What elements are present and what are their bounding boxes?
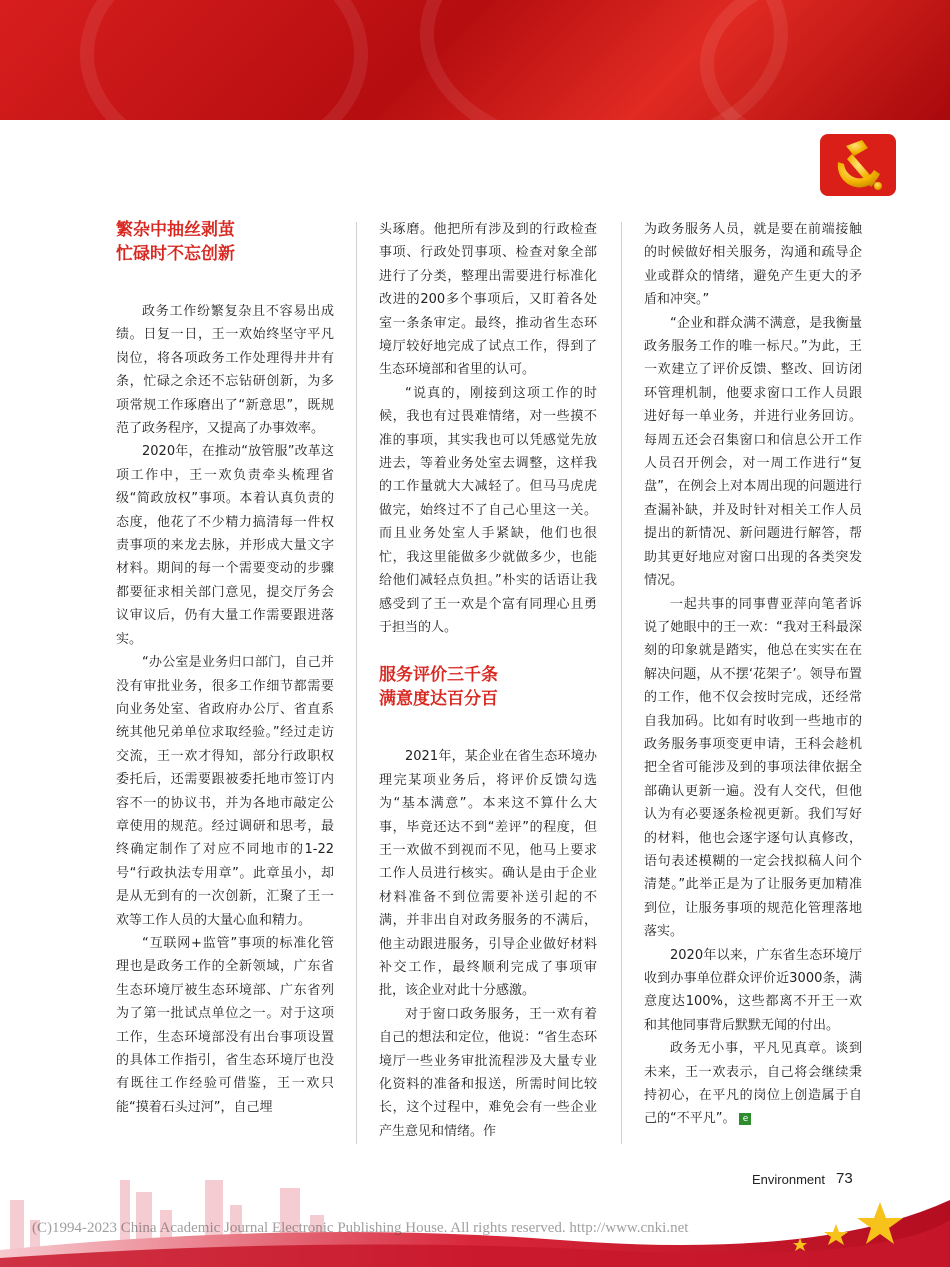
- paragraph: “企业和群众满不满意，是我衡量政务服务工作的唯一标尺。”为此，王一欢建立了评价反馈、整改、回访闭环管理机制，他要求窗口工作人员跟进好每一单业务，并进行业务回访。每周五还会召集窗口和信息公开工作人员召开例会，对一周工作进行“复盘”，在例会上对本周出现的问题进行查漏补缺，并及时针对相关工作人员提出的新情况、新问题进行解答，帮助其更好地应对窗口出现的各类突发情况。: [644, 315, 862, 589]
- page-number: 73: [836, 1170, 853, 1187]
- article-column-2: [379, 218, 597, 1143]
- heading-line: 繁杂中抽丝剥茧: [116, 220, 235, 240]
- heading-line: 服务评价三千条: [379, 665, 498, 686]
- paragraph: 2020年，在推动“放管服”改革这项工作中，王一欢负责牵头梳理省级“简政放权”事项。本着认真负责的态度，他花了不少精力搞清每一件权责事项的来龙去脉，并形成大量文字材料。期间的每一个需要变动的步骤都要征求相关部门意见，提交厅务会议审议后，仍有大量工作需要跟进落实。: [116, 444, 334, 647]
- paragraph: “说真的，刚接到这项工作的时候，我也有过畏难情绪，对一些摸不准的事项，其实我也可以凭感觉先放进去，等着业务处室去调整，这样我的工作量就大大减轻了。但马马虎虎做完，始终过不了自己心里这一关。而且业务处室人手紧缺，他们也很忙，我这里能做多少就做多少，也能给他们减轻点负担。”朴实的话语让我感受到了王一欢是个富有同理心且勇于担当的人。: [379, 385, 597, 635]
- paragraph: “办公室是业务归口部门，自己并没有审批业务，很多工作细节都需要向业务处室、省政府办公厅、省直系统其他兄弟单位求取经验。”经过走访交流，王一欢才得知，部分行政职权委托后，还需要跟被委托地市签订内容不一的协议书，并为各地市敲定公章使用的规范。经过调研和思考，最终确定制作了对应不同地市的1-22号“行政执法专用章”。此章虽小，却是从无到有的一次创新，汇聚了王一欢等工作人员的大量心血和精力。: [116, 655, 334, 928]
- magazine-name: Environment: [752, 1172, 825, 1187]
- paragraph: 对于窗口政务服务，王一欢有着自己的想法和定位，他说：“省生态环境厅一些业务审批流程涉及大量专业化资料的准备和报送，所需时间比较长，这个过程中，难免会有一些企业产生意见和情绪。作: [379, 1006, 597, 1139]
- article-column-1: [116, 218, 334, 1119]
- paragraph: 一起共事的同事曹亚萍向笔者诉说了她眼中的王一欢：“我对王科最深刻的印象就是踏实，他总在实实在在解决问题，从不摆‘花架子’。领导布置的工作，他不仅会按时完成，还经常自我加码。比如有时收到一些地市的政务服务事项变更申请，王科会趁机把全省可能涉及到的事项法律依据全部确认更新一遍。没有人交代，但他认为有必要逐条检视更新。我们写好的材料，他也会逐字逐句认真修改，语句表述模糊的一定会找拟稿人问个清楚。”此举正是为了让服务更加精准到位，让服务事项的规范化管理落地落实。: [644, 596, 862, 940]
- paragraph: [644, 1037, 862, 1131]
- section-heading-1: [116, 218, 334, 266]
- column-divider: [621, 222, 622, 1144]
- party-emblem-icon: [816, 128, 900, 202]
- paragraph: 2021年，某企业在省生态环境办理完某项业务后，将评价反馈勾选为“基本满意”。本来这不算什么大事，毕竟还达不到“差评”的程度，但王一欢做不到视而不见，他马上要求工作人员进行核实。确认是由于企业材料准备不到位需要补送引起的不满，并非出自对政务服务的不满后，他主动跟进服务，引导企业做好材料补交工作，最终顺利完成了事项审批，该企业对此十分感激。: [379, 749, 597, 999]
- copyright-watermark: (C)1994-2023 China Academic Journal Electronic Publishing House. All rights reserved. http://www.cnki.net: [32, 1220, 689, 1236]
- section-heading-2: [379, 663, 597, 711]
- paragraph: 为政务服务人员，就是要在前端接触的时候做好相关服务，沟通和疏导企业或群众的情绪，避免产生更大的矛盾和冲突。”: [644, 222, 862, 308]
- heading-line: 忙碌时不忘创新: [116, 244, 235, 264]
- paragraph: “互联网+监管”事项的标准化管理也是政务工作的全新领域，广东省生态环境厅被生态环境部、广东省列为了第一批试点单位之一。对于这项工作，生态环境部没有出台事项设置的具体工作指引，省生态环境厅也没有既往工作经验可借鉴，王一欢只能“摸着石头过河”，自己埋: [116, 935, 334, 1115]
- heading-line: 满意度达百分百: [379, 689, 498, 710]
- paragraph: 2020年以来，广东省生态环境厅收到办事单位群众评价近3000条，满意度达100%，这些都离不开王一欢和其他同事背后默默无闻的付出。: [644, 947, 862, 1033]
- paragraph: 政务工作纷繁复杂且不容易出成绩。日复一日，王一欢始终坚守平凡岗位，将各项政务工作处理得井井有条，忙碌之余还不忘钻研创新，为多项常规工作琢磨出了“新意思”，既规范了政务程序，又提高了办事效率。: [116, 304, 334, 437]
- article-column-3: [644, 218, 862, 1131]
- paragraph-text: 政务无小事，平凡见真章。谈到未来，王一欢表示，自己将会继续秉持初心，在平凡的岗位上创造属于自己的“不平凡”。: [644, 1041, 862, 1127]
- end-mark-icon: e: [739, 1113, 751, 1125]
- header-banner: [0, 0, 950, 120]
- column-divider: [356, 222, 357, 1144]
- paragraph: 头琢磨。他把所有涉及到的行政检查事项、行政处罚事项、检查对象全部进行了分类，整理出需要进行标准化改进的200多个事项后，又盯着各处室一条条审定。最终，推动省生态环境厅较好地完成了试点工作，得到了生态环境部和省里的认可。: [379, 222, 597, 378]
